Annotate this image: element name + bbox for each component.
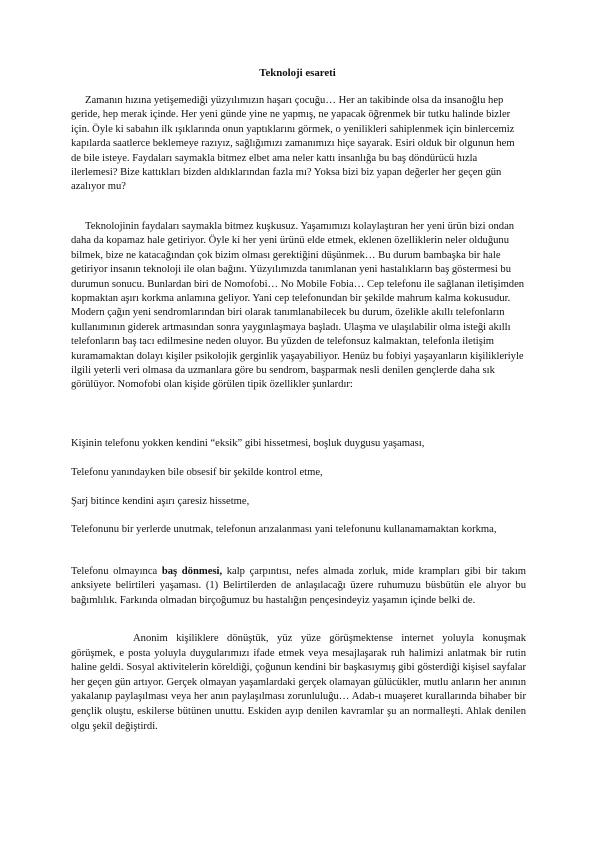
symptom-3: Şarj bitince kendini aşırı çaresiz hissetme, xyxy=(71,496,250,507)
paragraph-symptoms-detail xyxy=(71,565,526,608)
paragraph-7-start: Telefonu olmayınca xyxy=(71,566,162,577)
paragraph-anonymous: Anonim kişiliklere dönüştük, yüz yüze görüşmektense internet yoluyla konuşmak görüşmek, e posta yoluyla duygularımızı ifade etmek veya mesajlaşarak ruh halimizi anlatmak bir rutin haline geldi. Sosyal aktivitelerin köreldiği, çoğunun kendini bir başkasıymış gibi gösterdiği kişisel sayfalar her geçen gün artıyor. Gerçek olmayan yaşamlardaki gerçek olamayan gülücükler, mutlu anların her anının yakalanıp paylaşılması veya her anın paylaşılması zorunluluğu… Adab-ı muaşeret kurallarında bihaber bir gençlik oluştu, eskilerse bütünen unuttu. Eskiden ayıp denilen kavramlar şu an normalleşti. Ahlak denilen olgu şekil değiştirdi. xyxy=(71,633,526,732)
symptom-1: Kişinin telefonu yokken kendini “eksik” gibi hissetmesi, boşluk duygusu yaşaması, xyxy=(71,438,425,449)
paragraph-2: Teknolojinin faydaları saymakla bitmez kuşkusuz. Yaşamımızı kolaylaştıran her yeni ürün bizi ondan daha da kopamaz hale getiriyor. Öyle ki her yeni ürünü elde etmek, eklenen özelliklerin neler olduğunu bilmek, bize ne katacağından çok bizim olması gerektiğini düşünmek… Bu durum bambaşka bir hale getiriyor insanın teknoloji ile olan bağını. Yüzyılımızda tanımlanan yeni hastalıkların baş göstermesi bu durumun sonucu. Bunlardan biri de Nomofobi… No Mobile Fobia… Cep telefonu ile sağlanan iletişimden kopmaktan aşırı korkma anlamına geliyor. Yani cep telefonundan bir şekilde mahrum kalma kokusudur. Modern çağın yeni sendromlarından biri olarak tanımlanabilecek bu durum, özelikle akıllı telefonların kullanımının giderek artmasından sonra yaygınlaşmaya başladı. Ulaşma ve ulaşılabilir olma isteği akıllı telefonların baş tacı edilmesine neden oluyor. Bu yüzden de telefonsuz kalmaktan, telefonla iletişim kuramamaktan dolayı kişiler psikolojik gerginlik yaşayabiliyor. Henüz bu fobiyi yaşayanların kişilikleriyle ilgili yeterli veri olmasa da uzmanlara göre bu sendrom, başparmak nesli denilen gençlerde daha sık görülüyor. Nomofobi olan kişide görülen tipik özellikler şunlardır: xyxy=(71,221,525,391)
document-title: Teknoloji esareti xyxy=(259,67,336,79)
paragraph-7-rest: kalp çarpıntısı, nefes almada zorluk, mide krampları gibi bir takım anksiyete belirtileri yaşaması. (1) Belirtilerden de anlaşılacağı üzere ruhumuzu büsbütün ele alıyor bu bağımlılık. Farkında olmadan birçoğumuz bu hastalığın pençesindeyiz yaşamın içinde belki de. xyxy=(71,566,527,606)
bold-phrase: baş dönmesi, xyxy=(161,566,223,577)
paragraph-1: Zamanın hızına yetişemediği yüzyılımızın haşarı çocuğu… Her an takibinde olsa da insanoğlu hep geride, hep merak içinde. Her yeni günde yine ne yapmış, ne yapacak öğrenmek bir tutku halinde bizler için. Öyle ki sabahın ilk ışıklarında onun yaptıklarını görmek, o yenilikleri sahiplenmek için binlercemiz kapılarda saatlerce beklemeye razıyız, sağlığımızı zamanımızı hiçe sayarak. Esiri olduk bir olgunun hem de bile isteye. Faydaları saymakla bitmez elbet ama neler kattı insanlığa bu baş döndürücü hızla ilerlemesi? Bize kattıkları bizden aldıklarından fazla mı? Yoksa bizi biz yapan değerler her geçen gün azalıyor mu? xyxy=(71,95,515,193)
symptom-4: Telefonunu bir yerlerde unutmak, telefonun arızalanması yani telefonunu kullanamamaktan korkma, xyxy=(71,524,497,535)
symptom-2: Telefonu yanındayken bile obsesif bir şekilde kontrol etme, xyxy=(71,467,323,478)
